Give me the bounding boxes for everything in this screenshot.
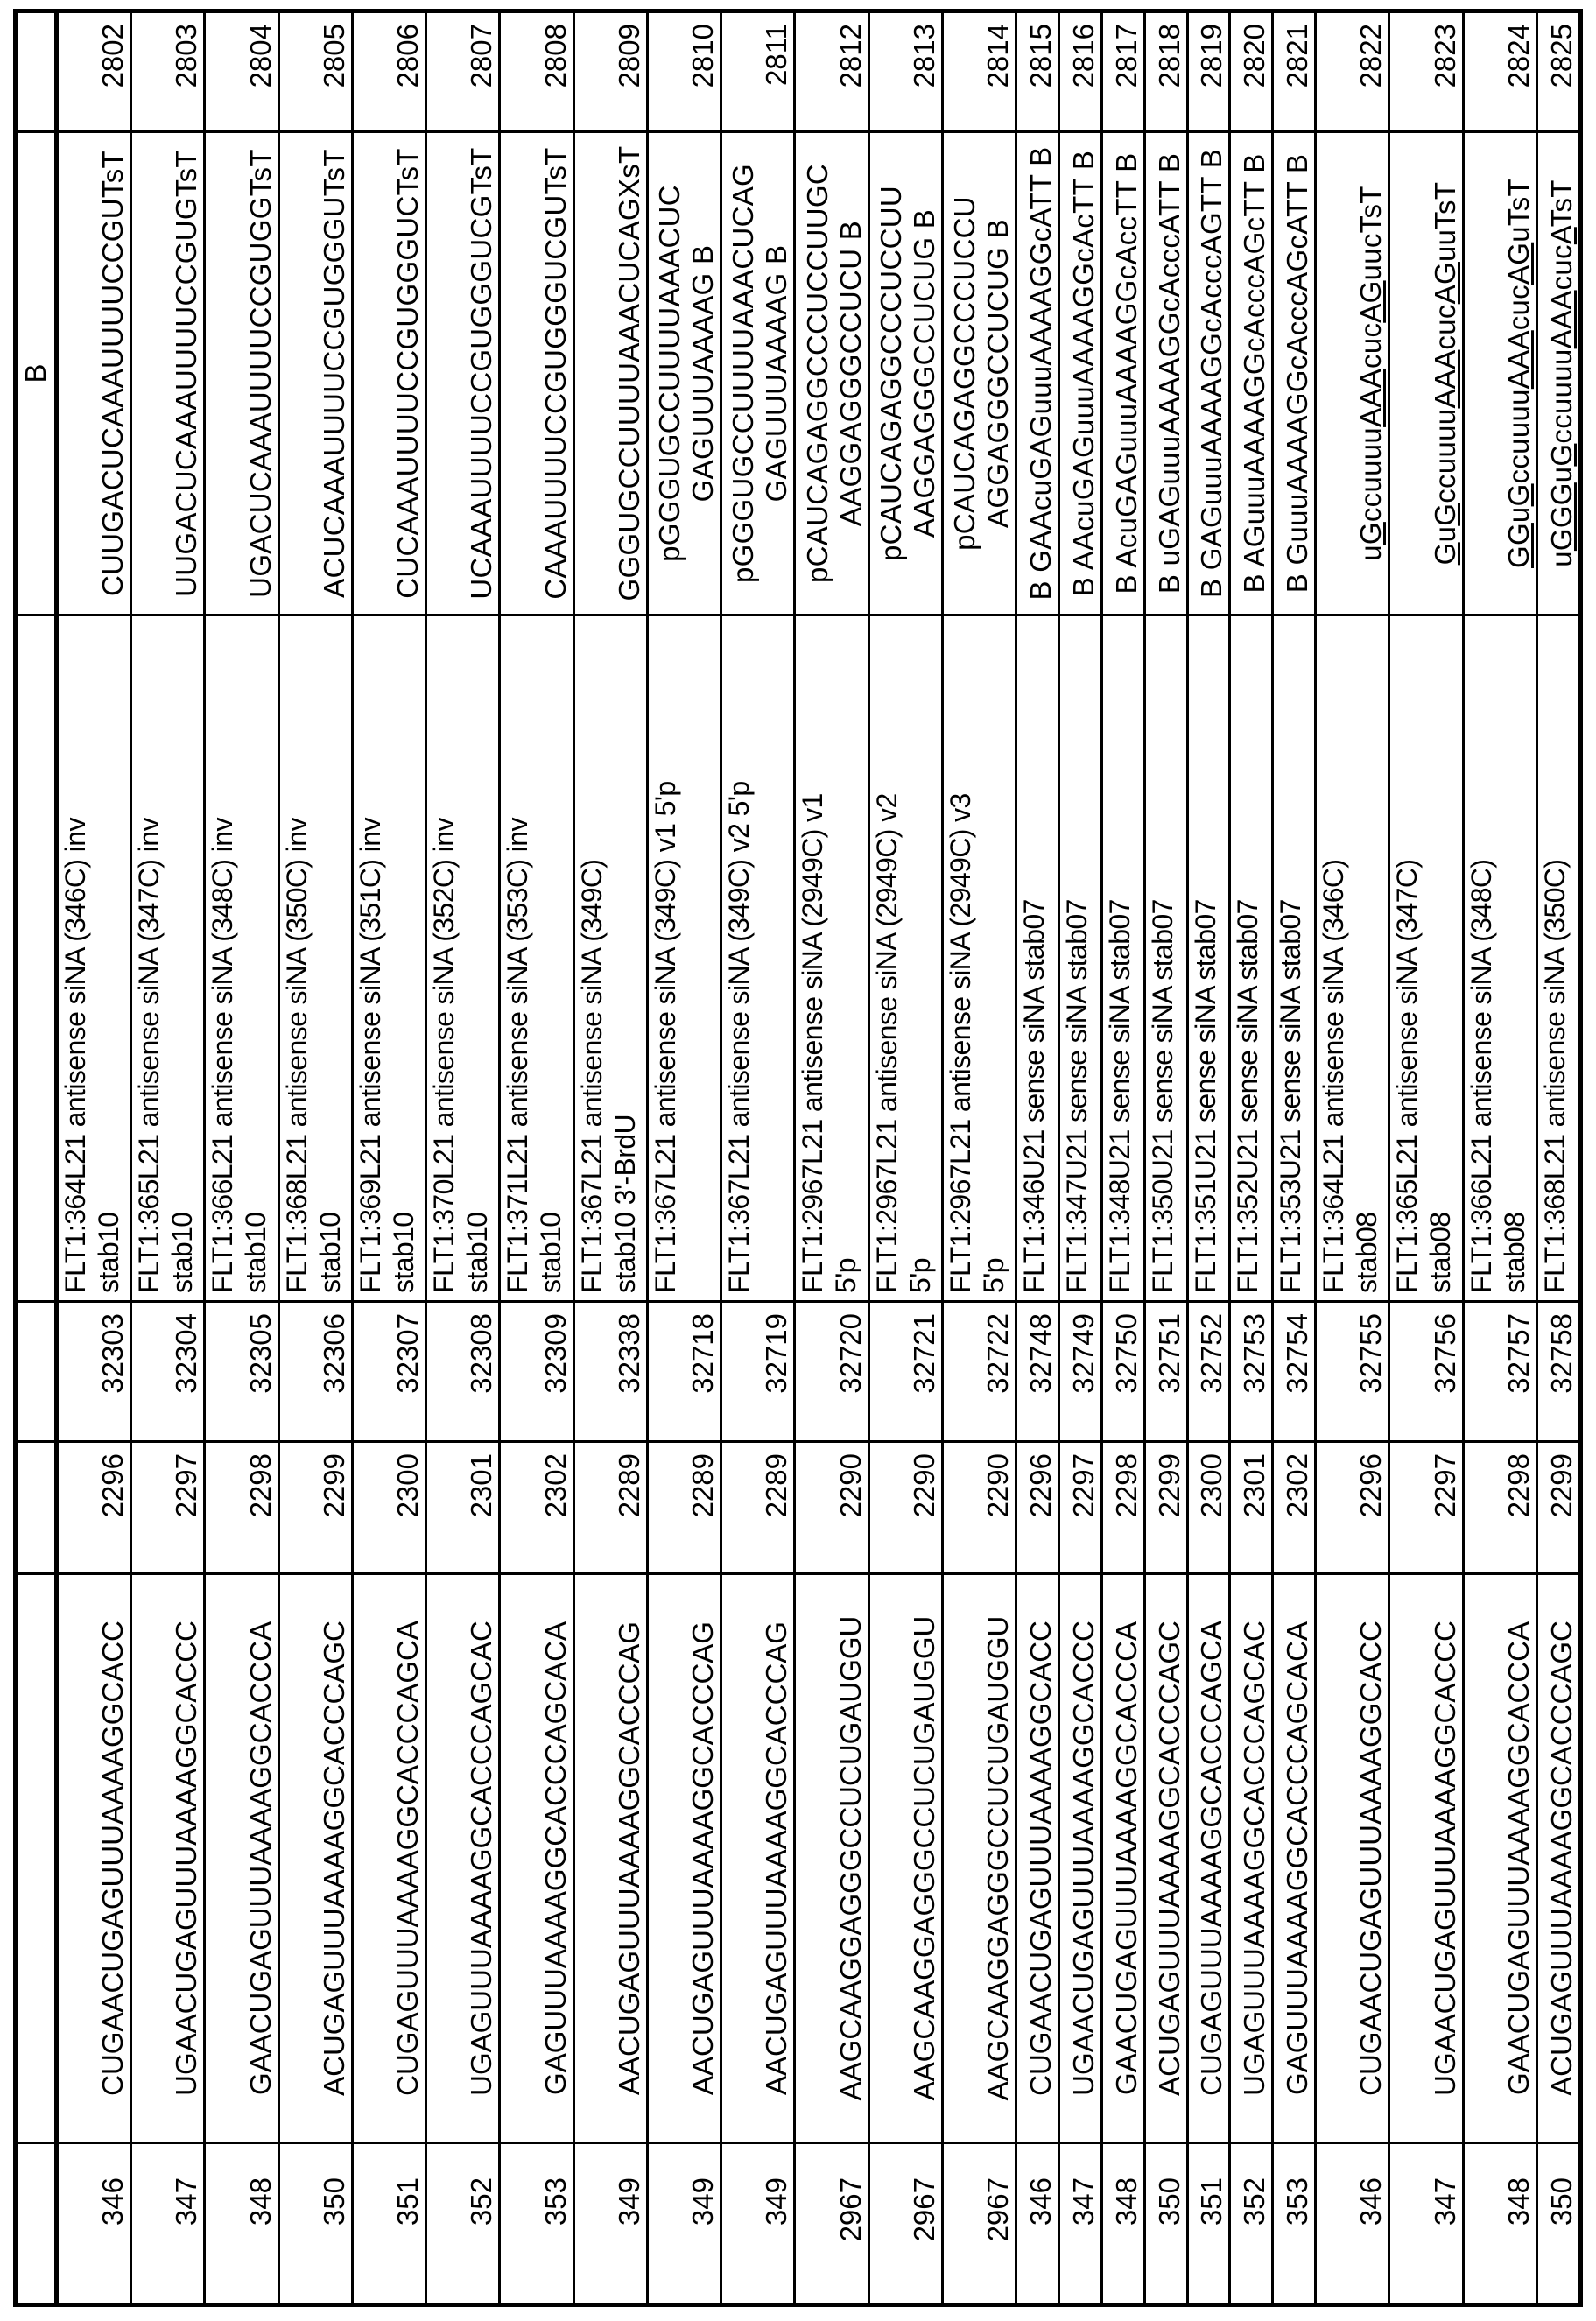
- sina-sequence-cell: [868, 132, 942, 615]
- table-row: [426, 11, 500, 2305]
- position-cell: 350: [278, 2143, 352, 2305]
- target-seq-id-cell: 2298: [1101, 1442, 1144, 1574]
- sequence-segment: pGGGUGCCUUUUAAACUC GAGUUUAAAAG B: [653, 185, 719, 562]
- aliases-cell: FLT1:370L21 antisense siNA (352C) inv stab10: [426, 615, 500, 1302]
- rpi-number-cell: 32307: [352, 1302, 425, 1442]
- aliases-cell: FLT1:367L21 antisense siNA (349C) v1 5'p: [647, 615, 721, 1302]
- aliases-cell: FLT1:366L21 antisense siNA (348C) inv stab10: [205, 615, 278, 1302]
- sequence-segment: uuTsT: [1429, 182, 1461, 262]
- target-seq-id-cell: 2290: [795, 1442, 868, 1574]
- table-row: [1536, 11, 1580, 2305]
- sina-sequence-cell: [426, 132, 500, 615]
- table-row: [1463, 11, 1536, 2305]
- position-cell: 346: [1316, 2143, 1389, 2305]
- sequence-segment: pCAUCAGAGGCCCUCCUU AAGGAGGGCCUCUG B: [875, 186, 940, 561]
- sequence-segment: B GAGuuuAAAAGGcAcccAGTT B: [1195, 149, 1227, 598]
- sequence-segment-underlined: A: [1545, 227, 1578, 244]
- rpi-number-cell: 32720: [795, 1302, 868, 1442]
- sequence-segment-underlined: G: [1545, 444, 1578, 467]
- target-sequence-cell: CUGAACUGAGUUUAAAAGGCACC: [1316, 1574, 1389, 2143]
- sequence-segment: ccuuuu: [1354, 427, 1387, 522]
- sequence-segment: cuc: [1429, 304, 1461, 349]
- aliases-cell: FLT1:346U21 sense siNA stab07: [1016, 615, 1059, 1302]
- position-cell: 348: [1463, 2143, 1536, 2305]
- sequence-segment: cuc: [1502, 285, 1535, 330]
- rpi-number-cell: 32719: [721, 1302, 795, 1442]
- sina-sequence-cell: [1389, 132, 1463, 615]
- sequence-segment: CAAAUUUUCCGUGGGUCGUTsT: [539, 147, 572, 599]
- rpi-number-cell: 32756: [1389, 1302, 1463, 1442]
- rpi-number-cell: 32718: [647, 1302, 721, 1442]
- target-seq-id-cell: 2302: [1273, 1442, 1316, 1574]
- sequence-segment: B AAcuGAGuuuAAAAGGcAcTT B: [1067, 151, 1100, 596]
- target-sequence-cell: GAACUGAGUUUAAAAGGCACCCA: [1101, 1574, 1144, 2143]
- sequence-segment: uTsT: [1502, 179, 1535, 243]
- aliases-cell: FLT1:369L21 antisense siNA (351C) inv stab10: [352, 615, 425, 1302]
- sequence-segment: UGACUCAAAUUUUCCGUGGTsT: [244, 149, 277, 598]
- rpi-number-cell: 32755: [1316, 1302, 1389, 1442]
- target-seq-id-cell: 2301: [1230, 1442, 1273, 1574]
- sequence-segment: B GAAcuGAGuuuAAAAGGcATT B: [1024, 147, 1057, 601]
- sequence-segment-underlined: G: [1354, 522, 1387, 545]
- target-seq-id-cell: 2296: [1316, 1442, 1389, 1574]
- header-aliases: [16, 615, 57, 1302]
- rpi-number-cell: 32749: [1058, 1302, 1101, 1442]
- aliases-cell: FLT1:2967L21 antisense siNA (2949C) v2 5'p: [868, 615, 942, 1302]
- sina-seq-id-cell: 2802: [56, 11, 130, 132]
- aliases-cell: FLT1:365L21 antisense siNA (347C) stab08: [1389, 615, 1463, 1302]
- sequence-segment-underlined: G: [1429, 503, 1461, 526]
- target-sequence-cell: AAGCAAGGAGGGCCUCUGAUGGU: [868, 1574, 942, 2143]
- sequence-segment: B AGuuuAAAAGGcAcccAGcTT B: [1238, 153, 1270, 593]
- rpi-number-cell: 32305: [205, 1302, 278, 1442]
- sequence-segment: ccuuuu: [1429, 409, 1461, 503]
- sina-seq-id-cell: 2823: [1389, 11, 1463, 132]
- sequence-segment: uucTsT: [1354, 186, 1387, 280]
- sequence-segment: u: [1429, 526, 1461, 543]
- target-sequence-cell: UGAACUGAGUUUAAAAGGCACCC: [1389, 1574, 1463, 2143]
- target-seq-id-cell: 2299: [1144, 1442, 1187, 1574]
- sina-seq-id-cell: 2822: [1316, 11, 1389, 132]
- sina-sequence-cell: [721, 132, 795, 615]
- sequence-segment: cuc: [1354, 323, 1387, 369]
- header-target: [16, 1574, 57, 2143]
- position-cell: 353: [1273, 2143, 1316, 2305]
- target-sequence-cell: AACUGAGUUUAAAAGGCACCCAG: [647, 1574, 721, 2143]
- position-cell: 349: [573, 2143, 647, 2305]
- rpi-number-cell: 32751: [1144, 1302, 1187, 1442]
- target-sequence-cell: AACUGAGUUUAAAAGGCACCCAG: [573, 1574, 647, 2143]
- aliases-cell: FLT1:352U21 sense siNA stab07: [1230, 615, 1273, 1302]
- target-seq-id-cell: 2296: [56, 1442, 130, 1574]
- table-row: [352, 11, 425, 2305]
- position-cell: 347: [131, 2143, 205, 2305]
- table-row: [1101, 11, 1144, 2305]
- position-cell: 2967: [795, 2143, 868, 2305]
- target-sequence-cell: ACUGAGUUUAAAAGGCACCCAGC: [1144, 1574, 1187, 2143]
- sequence-segment: u: [1354, 545, 1387, 561]
- target-seq-id-cell: 2290: [942, 1442, 1016, 1574]
- target-sequence-cell: CUGAGUUUAAAAGGCACCCAGCA: [1187, 1574, 1230, 2143]
- target-sequence-cell: AAGCAAGGAGGGCCUCUGAUGGU: [942, 1574, 1016, 2143]
- sina-sequence-cell: [500, 132, 573, 615]
- aliases-cell: FLT1:351U21 sense siNA stab07: [1187, 615, 1230, 1302]
- position-cell: 350: [1536, 2143, 1580, 2305]
- sina-sequence-cell: [647, 132, 721, 615]
- rpi-number-cell: 32752: [1187, 1302, 1230, 1442]
- target-seq-id-cell: 2299: [278, 1442, 352, 1574]
- sina-seq-id-cell: 2820: [1230, 11, 1273, 132]
- target-sequence-cell: UGAGUUUAAAAGGCACCCAGCAC: [1230, 1574, 1273, 2143]
- rpi-number-cell: 32722: [942, 1302, 1016, 1442]
- sequence-segment-underlined: AAA: [1429, 350, 1461, 409]
- rpi-number-cell: 32753: [1230, 1302, 1273, 1442]
- sequence-segment-underlined: GGG: [1545, 482, 1578, 551]
- aliases-cell: FLT1:371L21 antisense siNA (353C) inv stab10: [500, 615, 573, 1302]
- sina-sequence-cell: [1144, 132, 1187, 615]
- table-row: [1230, 11, 1273, 2305]
- position-cell: 351: [1187, 2143, 1230, 2305]
- table-row: [1058, 11, 1101, 2305]
- target-sequence-cell: GAGUUUAAAAGGCACCCAGCACA: [500, 1574, 573, 2143]
- sequence-segment: CUCAAAUUUUCCGUGGGUCTsT: [391, 148, 424, 598]
- sequence-segment: B AcuGAGuuuAAAAGGcAccTT B: [1110, 153, 1143, 594]
- target-sequence-cell: UGAGUUUAAAAGGCACCCAGCAC: [426, 1574, 500, 2143]
- target-seq-id-cell: 2297: [1389, 1442, 1463, 1574]
- target-seq-id-cell: 2298: [205, 1442, 278, 1574]
- aliases-cell: FLT1:367L21 antisense siNA (349C) v2 5'p: [721, 615, 795, 1302]
- sequence-segment-underlined: AG: [1354, 280, 1387, 322]
- table-row: [647, 11, 721, 2305]
- sina-seq-id-cell: 2825: [1536, 11, 1580, 132]
- sina-sequence-cell: [1016, 132, 1059, 615]
- target-seq-id-cell: 2289: [721, 1442, 795, 1574]
- sina-seq-id-cell: 2816: [1058, 11, 1101, 132]
- rpi-number-cell: 32750: [1101, 1302, 1144, 1442]
- rpi-number-cell: 32304: [131, 1302, 205, 1442]
- rpi-number-cell: 32758: [1536, 1302, 1580, 1442]
- sequence-segment: u: [1545, 551, 1578, 567]
- table-row: [56, 11, 130, 2305]
- table-row: [942, 11, 1016, 2305]
- sequence-segment: GGGUGCCUUUUAAACUCAGXsT: [613, 146, 645, 601]
- header-rpi: [16, 1302, 57, 1442]
- sina-seq-id-cell: 2807: [426, 11, 500, 132]
- target-sequence-cell: UGAACUGAGUUUAAAAGGCACCC: [131, 1574, 205, 2143]
- sequence-segment-underlined: G: [1502, 483, 1535, 506]
- aliases-cell: FLT1:366L21 antisense siNA (348C) stab08: [1463, 615, 1536, 1302]
- rpi-number-cell: 32308: [426, 1302, 500, 1442]
- target-seq-id-cell: 2289: [647, 1442, 721, 1574]
- sequence-segment-underlined: AG: [1429, 262, 1461, 304]
- sequence-segment: ccuuuu: [1545, 348, 1578, 443]
- aliases-cell: FLT1:368L21 antisense siNA (350C) inv stab10: [278, 615, 352, 1302]
- table-row: [131, 11, 205, 2305]
- aliases-cell: FLT1:2967L21 antisense siNA (2949C) v3 5'p: [942, 615, 1016, 1302]
- target-seq-id-cell: 2302: [500, 1442, 573, 1574]
- target-sequence-cell: AACUGAGUUUAAAAGGCACCCAG: [721, 1574, 795, 2143]
- sina-seq-id-cell: 2814: [942, 11, 1016, 132]
- position-cell: 2967: [868, 2143, 942, 2305]
- sina-seq-id-cell: 2821: [1273, 11, 1316, 132]
- table-row: [500, 11, 573, 2305]
- position-cell: 349: [721, 2143, 795, 2305]
- sequence-segment-underlined: AAA: [1502, 330, 1535, 389]
- rpi-number-cell: 32309: [500, 1302, 573, 1442]
- aliases-cell: FLT1:364L21 antisense siNA (346C) inv stab10: [56, 615, 130, 1302]
- sina-sequence-cell: [131, 132, 205, 615]
- sina-sequence-cell: [1187, 132, 1230, 615]
- sina-sequence-cell: [352, 132, 425, 615]
- target-sequence-cell: CUGAACUGAGUUUAAAAGGCACC: [56, 1574, 130, 2143]
- sequence-segment-underlined: GG: [1502, 523, 1535, 568]
- sina-sequence-cell: [942, 132, 1016, 615]
- sina-sequence-cell: [1273, 132, 1316, 615]
- table-row: [868, 11, 942, 2305]
- position-cell: 352: [426, 2143, 500, 2305]
- table-body: [16, 11, 1581, 2305]
- sina-seq-id-cell: 2824: [1463, 11, 1536, 132]
- aliases-cell: FLT1:365L21 antisense siNA (347C) inv stab10: [131, 615, 205, 1302]
- rpi-number-cell: 32757: [1463, 1302, 1536, 1442]
- rpi-number-cell: 32748: [1016, 1302, 1059, 1442]
- sina-sequence-cell: [1536, 132, 1580, 615]
- position-cell: 348: [205, 2143, 278, 2305]
- position-cell: 347: [1389, 2143, 1463, 2305]
- sina-sequence-cell: [1058, 132, 1101, 615]
- target-seq-id-cell: 2289: [573, 1442, 647, 1574]
- aliases-cell: FLT1:353U21 sense siNA stab07: [1273, 615, 1316, 1302]
- target-sequence-cell: UGAACUGAGUUUAAAAGGCACCC: [1058, 1574, 1101, 2143]
- sequence-segment: CUUGACUCAAAUUUUCCGUTsT: [96, 151, 129, 596]
- sina-sequence-cell: [573, 132, 647, 615]
- sequence-segment: pCAUCAGAGGCCCUCCU AGGAGGGCCUCUG B: [948, 196, 1014, 551]
- aliases-cell: FLT1:348U21 sense siNA stab07: [1101, 615, 1144, 1302]
- sequence-segment: ACUCAAAUUUUCCGUGGGUTsT: [318, 149, 350, 598]
- sina-sequence-cell: [205, 132, 278, 615]
- aliases-cell: FLT1:368L21 antisense siNA (350C): [1536, 615, 1580, 1302]
- target-sequence-cell: AAGCAAGGAGGGCCUCUGAUGGU: [795, 1574, 868, 2143]
- table-row: [795, 11, 868, 2305]
- position-cell: 347: [1058, 2143, 1101, 2305]
- position-cell: 349: [647, 2143, 721, 2305]
- table-row: [1187, 11, 1230, 2305]
- target-seq-id-cell: 2296: [1016, 1442, 1059, 1574]
- position-cell: 348: [1101, 2143, 1144, 2305]
- header-row: [16, 11, 57, 2305]
- target-seq-id-cell: 2301: [426, 1442, 500, 1574]
- sina-sequence-table: [13, 9, 1583, 2307]
- aliases-cell: FLT1:347U21 sense siNA stab07: [1058, 615, 1101, 1302]
- sina-seq-id-cell: 2813: [868, 11, 942, 132]
- target-seq-id-cell: 2297: [131, 1442, 205, 1574]
- sina-sequence-cell: [1463, 132, 1536, 615]
- header-pos: [16, 2143, 57, 2305]
- sequence-segment: B uGAGuuuAAAAGGcAcccATT B: [1153, 153, 1185, 594]
- position-cell: 353: [500, 2143, 573, 2305]
- position-cell: 346: [56, 2143, 130, 2305]
- position-cell: 346: [1016, 2143, 1059, 2305]
- aliases-cell: FLT1:367L21 antisense siNA (349C) stab10 3'-BrdU: [573, 615, 647, 1302]
- sina-seq-id-cell: 2806: [352, 11, 425, 132]
- sina-seq-id-cell: 2811: [721, 11, 795, 132]
- sequence-segment: UUGACUCAAAUUUUCCGUGTsT: [170, 150, 202, 597]
- sina-seq-id-cell: 2812: [795, 11, 868, 132]
- target-seq-id-cell: 2300: [352, 1442, 425, 1574]
- sequence-segment: u: [1545, 467, 1578, 483]
- sina-seq-id-cell: 2817: [1101, 11, 1144, 132]
- sina-seq-id-cell: 2804: [205, 11, 278, 132]
- sequence-segment-underlined: AAA: [1545, 290, 1578, 348]
- sequence-segment: pGGGUGCCUUUUAAACUCAG GAGUUUAAAAG B: [727, 164, 792, 583]
- table-row: [278, 11, 352, 2305]
- sequence-segment: u: [1502, 506, 1535, 523]
- target-seq-id-cell: 2299: [1536, 1442, 1580, 1574]
- aliases-cell: FLT1:364L21 antisense siNA (346C) stab08: [1316, 615, 1389, 1302]
- sina-sequence-cell: [1230, 132, 1273, 615]
- target-sequence-cell: CUGAACUGAGUUUAAAAGGCACC: [1016, 1574, 1059, 2143]
- rpi-number-cell: 32306: [278, 1302, 352, 1442]
- target-sequence-cell: GAGUUUAAAAGGCACCCAGCACA: [1273, 1574, 1316, 2143]
- sina-seq-id-cell: 2810: [647, 11, 721, 132]
- sequence-segment: ccuuuu: [1502, 389, 1535, 483]
- table-row: [1316, 11, 1389, 2305]
- sina-sequence-cell: [56, 132, 130, 615]
- target-seq-id-cell: 2290: [868, 1442, 942, 1574]
- target-seq-id-cell: 2297: [1058, 1442, 1101, 1574]
- sina-sequence-cell: [795, 132, 868, 615]
- target-seq-id-cell: 2300: [1187, 1442, 1230, 1574]
- position-cell: 351: [352, 2143, 425, 2305]
- document-page: [0, 0, 1596, 2321]
- sina-seq-id-cell: 2809: [573, 11, 647, 132]
- rpi-number-cell: 32721: [868, 1302, 942, 1442]
- table-row: [573, 11, 647, 2305]
- table-row: [1273, 11, 1316, 2305]
- target-sequence-cell: ACUGAGUUUAAAAGGCACCCAGC: [1536, 1574, 1580, 2143]
- sina-seq-id-cell: 2815: [1016, 11, 1059, 132]
- table-row: [205, 11, 278, 2305]
- sina-sequence-cell: [1316, 132, 1389, 615]
- table-row: [1389, 11, 1463, 2305]
- position-cell: 350: [1144, 2143, 1187, 2305]
- sequence-segment: UCAAAUUUUCCGUGGGUCGTsT: [465, 147, 497, 599]
- sina-sequence-cell: [278, 132, 352, 615]
- target-sequence-cell: CUGAGUUUAAAAGGCACCCAGCA: [352, 1574, 425, 2143]
- rotated-table-wrapper: [13, 13, 1583, 2307]
- target-sequence-cell: ACUGAGUUUAAAAGGCACCCAGC: [278, 1574, 352, 2143]
- sina-seq-id-cell: 2818: [1144, 11, 1187, 132]
- target-sequence-cell: GAACUGAGUUUAAAAGGCACCCA: [1463, 1574, 1536, 2143]
- sequence-segment: pCAUCAGAGGCCCUCCUUGC AAGGAGGGCCUCU B: [801, 164, 867, 583]
- sequence-segment: B GuuuAAAAGGcAcccAGcATT B: [1281, 154, 1313, 593]
- header-sequence: B: [16, 132, 57, 615]
- position-cell: 352: [1230, 2143, 1273, 2305]
- target-sequence-cell: GAACUGAGUUUAAAAGGCACCCA: [205, 1574, 278, 2143]
- position-cell: 2967: [942, 2143, 1016, 2305]
- header-seq-id: [16, 1442, 57, 1574]
- table-row: [721, 11, 795, 2305]
- target-seq-id-cell: 2298: [1463, 1442, 1536, 1574]
- rpi-number-cell: 32303: [56, 1302, 130, 1442]
- sequence-segment-underlined: G: [1429, 542, 1461, 565]
- sina-seq-id-cell: 2819: [1187, 11, 1230, 132]
- sina-seq-id-cell: 2803: [131, 11, 205, 132]
- sequence-segment-underlined: AAA: [1354, 369, 1387, 427]
- sina-seq-id-cell: 2805: [278, 11, 352, 132]
- aliases-cell: FLT1:350U21 sense siNA stab07: [1144, 615, 1187, 1302]
- sequence-segment-underlined: AG: [1502, 243, 1535, 285]
- table-row: [1144, 11, 1187, 2305]
- sequence-segment: cuc: [1545, 244, 1578, 290]
- rpi-number-cell: 32338: [573, 1302, 647, 1442]
- sina-seq-id-cell: 2808: [500, 11, 573, 132]
- rpi-number-cell: 32754: [1273, 1302, 1316, 1442]
- sina-sequence-cell: [1101, 132, 1144, 615]
- table-row: [1016, 11, 1059, 2305]
- aliases-cell: FLT1:2967L21 antisense siNA (2949C) v1 5'p: [795, 615, 868, 1302]
- sequence-segment: TsT: [1545, 179, 1578, 227]
- header-seq-id2: [16, 11, 57, 132]
